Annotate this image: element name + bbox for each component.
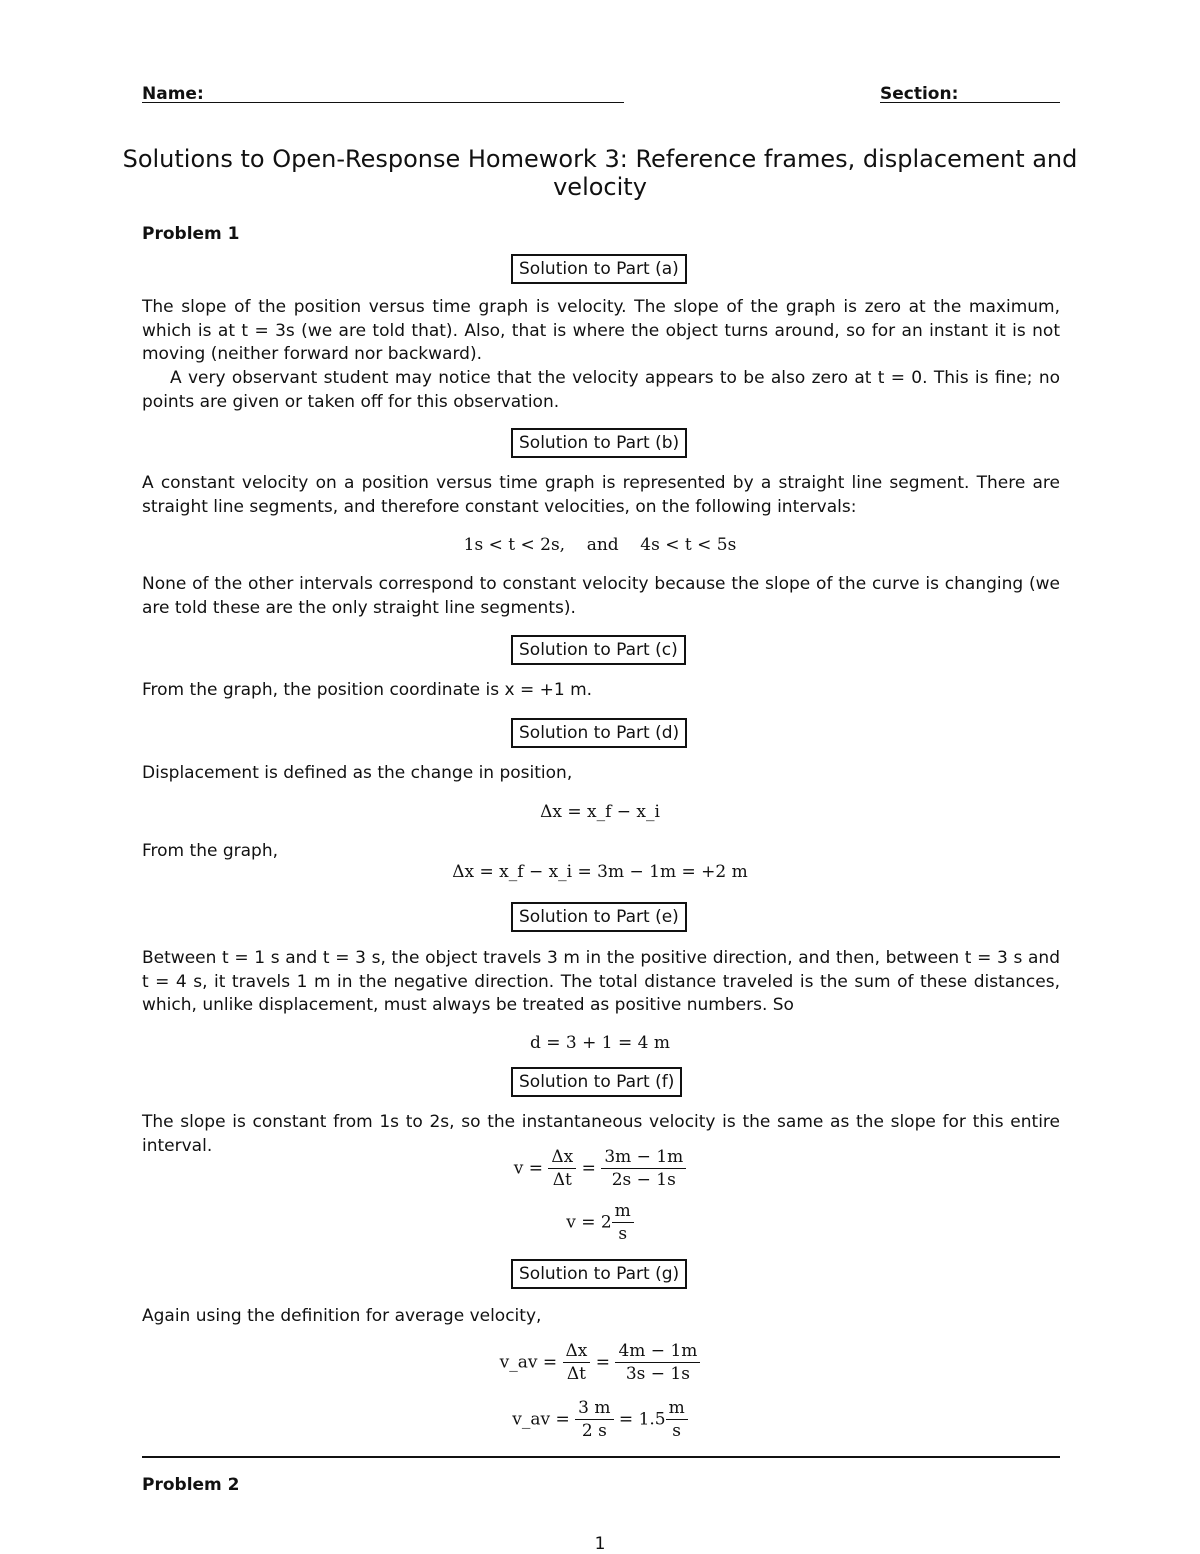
- part-f-eq1-fraction-1: $\frac{\Delta x}{\Delta t}$: [548, 1146, 576, 1191]
- part-g-eq1-fraction-2: $\frac{4m - 1m}{3s - 1s}$: [615, 1340, 700, 1385]
- section-divider: [142, 1456, 1060, 1458]
- part-g-eq1-fraction-1: $\frac{\Delta x}{\Delta t}$: [563, 1340, 591, 1385]
- page-title-line1: Solutions to Open-Response Homework 3: Reference frames, displacement and: [122, 145, 1078, 173]
- part-g-equation-1: v_av = $\frac{\Delta x}{\Delta t}$ = $\frac{4m - 1m}{3s - 1s}$: [0, 1340, 1200, 1385]
- problem-1-heading: Problem 1: [142, 224, 240, 244]
- part-f-eq1-fraction-2: $\frac{3m - 1m}{2s - 1s}$: [601, 1146, 686, 1191]
- part-g-paragraph: Again using the definition for average velocity,: [142, 1306, 542, 1326]
- part-c-label-box: Solution to Part (c): [511, 635, 686, 665]
- part-e-label-box: Solution to Part (e): [511, 902, 687, 932]
- part-b-paragraph-1: A constant velocity on a position versus time graph is represented by a straight line segment. There are straight line segments, and therefore constant velocities, on the following intervals:: [142, 473, 1060, 517]
- part-g-label-box: Solution to Part (g): [511, 1259, 687, 1289]
- part-a-label-box: Solution to Part (a): [511, 254, 687, 284]
- part-d-paragraph-1: Displacement is defined as the change in position,: [142, 763, 573, 783]
- part-c-paragraph: From the graph, the position coordinate is x = +1 m.: [142, 680, 593, 700]
- name-label: Name:: [142, 84, 204, 104]
- page-number: 1: [594, 1534, 606, 1554]
- part-b-equation: 1s < t < 2s, and 4s < t < 5s: [463, 535, 737, 555]
- part-f-paragraph: The slope is constant from 1s to 2s, so the instantaneous velocity is the same as the slope for this entire interval.: [142, 1112, 1060, 1156]
- name-underline: [142, 102, 202, 103]
- section-label: Section:: [880, 84, 959, 104]
- part-d-paragraph-2: From the graph,: [142, 841, 278, 861]
- part-d-equation-2: Δx = x_f − x_i = 3m − 1m = +2 m: [452, 862, 748, 882]
- page-title-line2: velocity: [553, 173, 647, 201]
- part-a-paragraph-1: The slope of the position versus time graph is velocity. The slope of the graph is zero at the maximum, which is at t = 3s (we are told that). Also, that is where the object turns around, so for an instant it is not moving (neither forward nor backward).: [142, 297, 1060, 364]
- part-d-equation-1: Δx = x_f − x_i: [540, 802, 660, 822]
- part-a-paragraph-2: A very observant student may notice that the velocity appears to be also zero at t = 0. This is fine; no points are given or taken off for this observation.: [142, 368, 1060, 412]
- name-field-line[interactable]: [200, 102, 624, 103]
- part-f-label-box: Solution to Part (f): [511, 1067, 682, 1097]
- part-g-equation-2: v_av = $\frac{3 m}{2 s}$ = 1.5 $\frac{m}{s}$: [0, 1397, 1200, 1442]
- part-f-equation-2: v = 2 $\frac{m}{s}$: [0, 1200, 1200, 1245]
- part-f-eq2-unit-fraction: $\frac{m}{s}$: [612, 1200, 634, 1245]
- part-b-label-box: Solution to Part (b): [511, 428, 687, 458]
- part-e-equation: d = 3 + 1 = 4 m: [529, 1033, 670, 1053]
- part-e-paragraph: Between t = 1 s and t = 3 s, the object travels 3 m in the positive direction, and then, between t = 3 s and t = 4 s, it travels 1 m in the negative direction. The total distance traveled is the sum of these distances, which, unlike displacement, must always be treated as positive numbers. So: [142, 948, 1060, 1015]
- part-g-eq2-fraction-2: $\frac{m}{s}$: [666, 1397, 688, 1442]
- part-b-paragraph-2: None of the other intervals correspond to constant velocity because the slope of the curve is changing (we are told these are the only straight line segments).: [142, 574, 1060, 618]
- part-f-equation-1: v = $\frac{\Delta x}{\Delta t}$ = $\frac{3m - 1m}{2s - 1s}$: [0, 1146, 1200, 1191]
- part-f-eq1-lhs: v =: [513, 1158, 543, 1179]
- section-field-line[interactable]: [880, 102, 1060, 103]
- part-d-label-box: Solution to Part (d): [511, 718, 687, 748]
- problem-2-heading: Problem 2: [142, 1475, 240, 1495]
- part-g-eq2-fraction-1: $\frac{3 m}{2 s}$: [575, 1397, 613, 1442]
